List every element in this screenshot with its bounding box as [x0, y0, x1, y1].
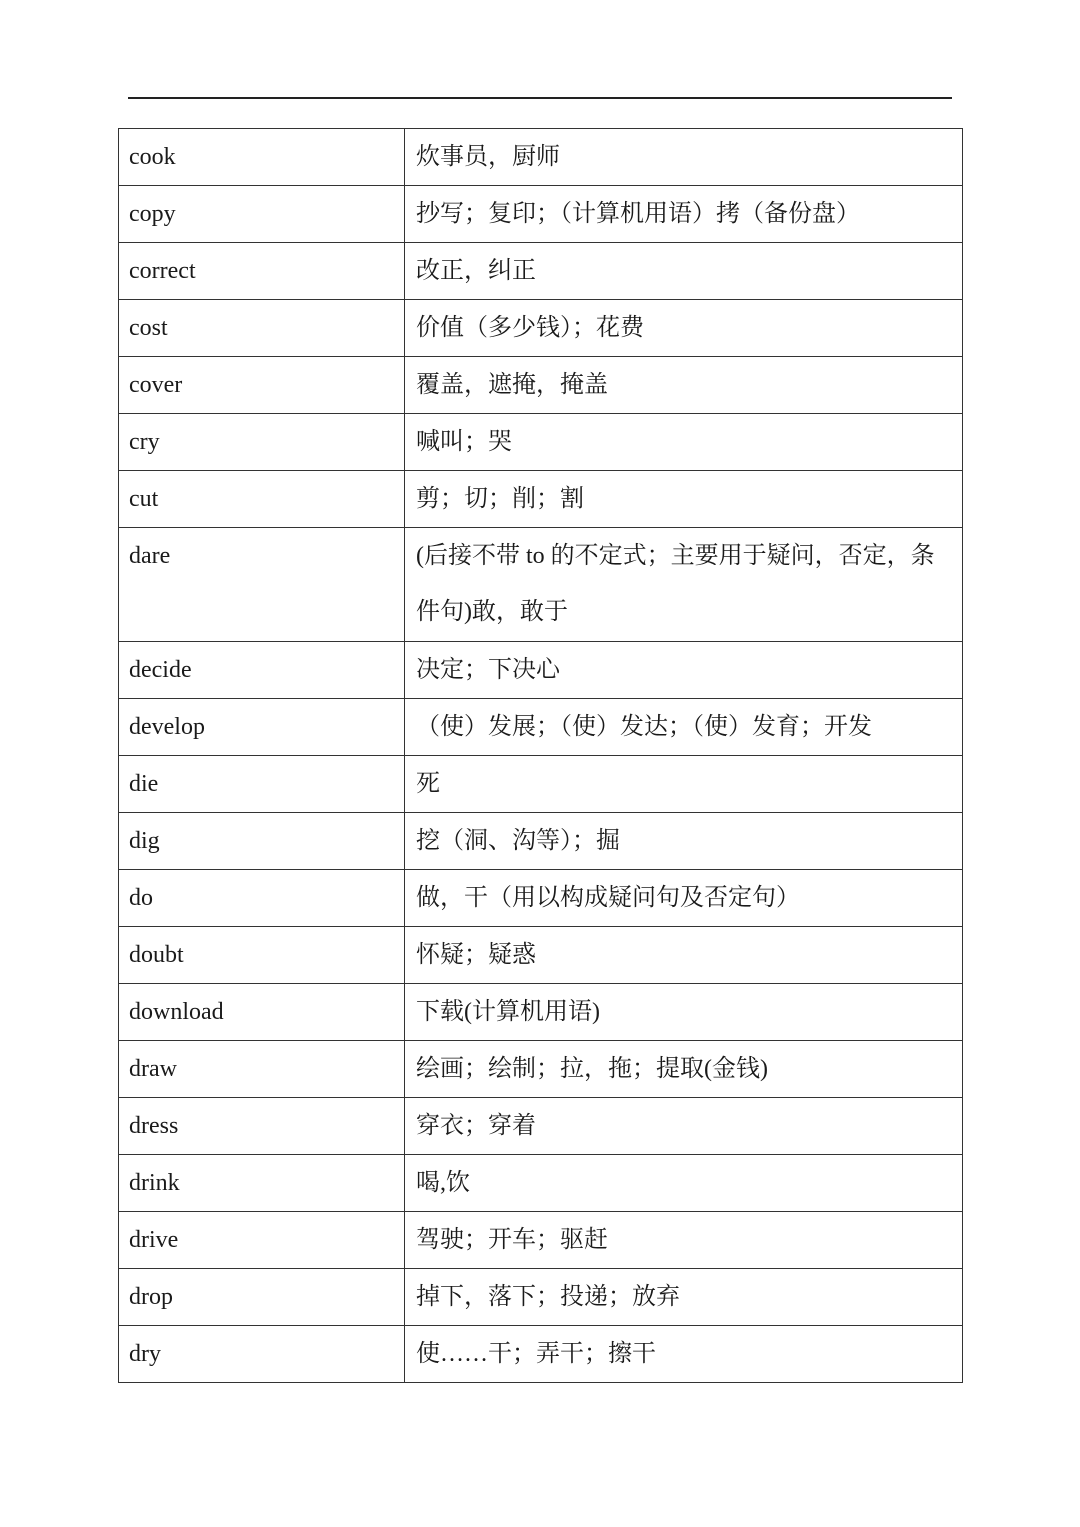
table-row [119, 471, 963, 528]
word-cell: die [119, 756, 405, 813]
meaning-cell: 做，干（用以构成疑问句及否定句） [405, 870, 963, 927]
meaning-cell: 死 [405, 756, 963, 813]
word-cell: cut [119, 471, 405, 528]
meaning-cell: 下载(计算机用语) [405, 984, 963, 1041]
table-row [119, 300, 963, 357]
meaning-cell: 剪；切；削；割 [405, 471, 963, 528]
meaning-cell: 价值（多少钱）；花费 [405, 300, 963, 357]
table-row [119, 927, 963, 984]
table-row [119, 186, 963, 243]
meaning-cell: 覆盖，遮掩，掩盖 [405, 357, 963, 414]
table-row [119, 642, 963, 699]
word-cell: develop [119, 699, 405, 756]
table-row [119, 756, 963, 813]
table-row [119, 1326, 963, 1383]
meaning-cell: 掉下，落下；投递；放弃 [405, 1269, 963, 1326]
word-cell: download [119, 984, 405, 1041]
word-cell: dress [119, 1098, 405, 1155]
meaning-cell: 挖（洞、沟等）；掘 [405, 813, 963, 870]
meaning-cell: 穿衣；穿着 [405, 1098, 963, 1155]
word-cell: dry [119, 1326, 405, 1383]
table-row [119, 1098, 963, 1155]
meaning-cell: 抄写；复印；（计算机用语）拷（备份盘） [405, 186, 963, 243]
meaning-cell: 改正，纠正 [405, 243, 963, 300]
table-row [119, 813, 963, 870]
meaning-cell: (后接不带 to 的不定式；主要用于疑问，否定，条件句)敢，敢于 [405, 528, 963, 642]
word-cell: drive [119, 1212, 405, 1269]
word-cell: dare [119, 528, 405, 642]
word-cell: cost [119, 300, 405, 357]
meaning-cell: 炊事员，厨师 [405, 129, 963, 186]
table-row [119, 984, 963, 1041]
word-cell: draw [119, 1041, 405, 1098]
word-cell: doubt [119, 927, 405, 984]
vocabulary-table [118, 128, 963, 1383]
table-row [119, 528, 963, 642]
table-row [119, 414, 963, 471]
word-cell: do [119, 870, 405, 927]
meaning-cell: 喝,饮 [405, 1155, 963, 1212]
word-cell: drink [119, 1155, 405, 1212]
table-row [119, 1269, 963, 1326]
table-row [119, 1212, 963, 1269]
table-row [119, 699, 963, 756]
word-cell: cover [119, 357, 405, 414]
meaning-cell: 使……干；弄干；擦干 [405, 1326, 963, 1383]
meaning-cell: （使）发展；（使）发达；（使）发育；开发 [405, 699, 963, 756]
table-row [119, 243, 963, 300]
word-cell: decide [119, 642, 405, 699]
header-rule [128, 97, 952, 99]
word-cell: drop [119, 1269, 405, 1326]
table-row [119, 1155, 963, 1212]
meaning-cell: 喊叫；哭 [405, 414, 963, 471]
word-cell: cry [119, 414, 405, 471]
meaning-cell: 绘画；绘制；拉，拖；提取(金钱) [405, 1041, 963, 1098]
word-cell: copy [119, 186, 405, 243]
meaning-cell: 决定；下决心 [405, 642, 963, 699]
table-row [119, 1041, 963, 1098]
meaning-cell: 驾驶；开车；驱赶 [405, 1212, 963, 1269]
table-row [119, 870, 963, 927]
word-cell: cook [119, 129, 405, 186]
table-row [119, 129, 963, 186]
meaning-cell: 怀疑；疑惑 [405, 927, 963, 984]
word-cell: dig [119, 813, 405, 870]
table-row [119, 357, 963, 414]
word-cell: correct [119, 243, 405, 300]
